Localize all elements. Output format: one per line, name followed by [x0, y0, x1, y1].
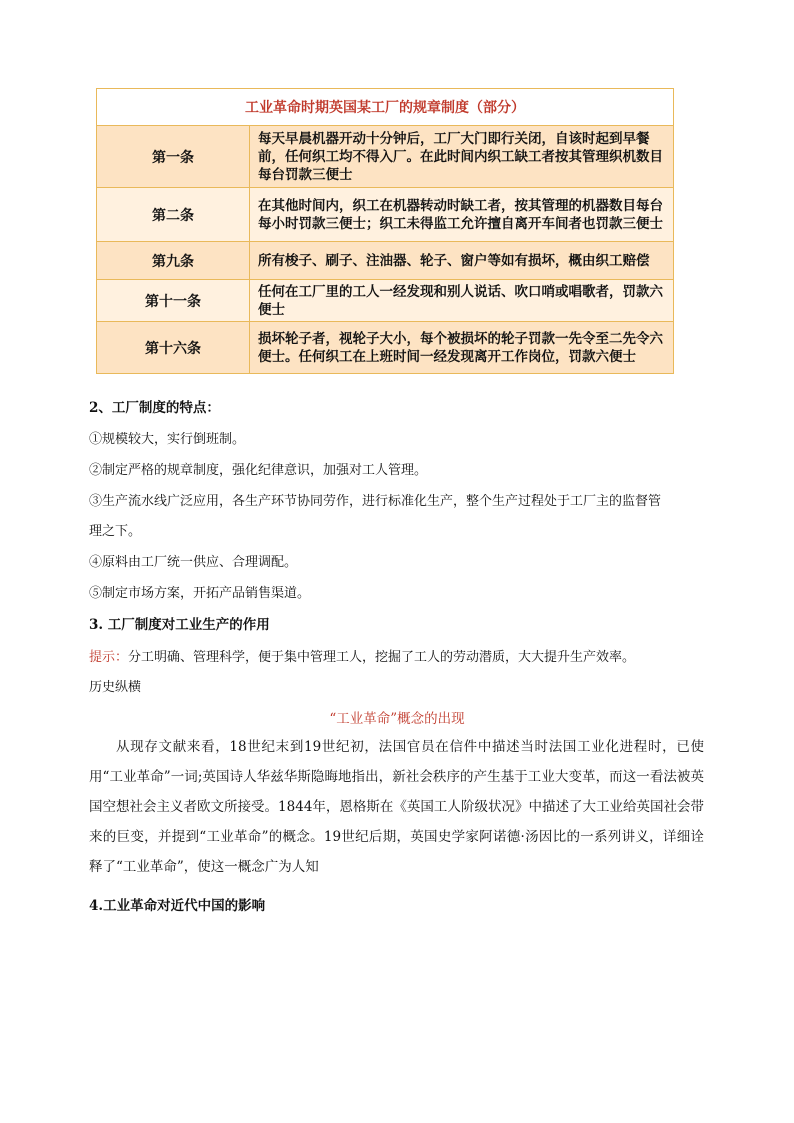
tip-text: 分工明确、管理科学，便于集中管理工人，挖掘了工人的劳动潜质，大大提升生产效率。: [128, 650, 636, 665]
article-text: 在其他时间内，织工在机器转动时缺工者，按其管理的机器数目每台每小时罚款三便士；织工未得监工允许擅自离开车间者也罚款三便士: [250, 188, 674, 242]
article-number: 第十一条: [97, 280, 250, 322]
article-number: 第九条: [97, 242, 250, 280]
feature-item: ①规模较大，实行倒班制。: [89, 432, 246, 447]
feature-item: 理之下。: [89, 524, 142, 539]
article-number: 第二条: [97, 188, 250, 242]
article-text: 所有梭子、刷子、注油器、轮子、窗户等如有损坏，概由织工赔偿: [250, 242, 674, 280]
feature-item: ④原料由工厂统一供应、合理调配。: [89, 555, 298, 570]
article-text: 任何在工厂里的工人一经发现和别人说话、吹口哨或唱歌者，罚款六便士: [250, 280, 674, 322]
table-row: [97, 188, 674, 242]
tip-line: [89, 646, 635, 665]
table-row: [97, 242, 674, 280]
tip-label: 提示：: [89, 650, 129, 665]
table-row: [97, 126, 674, 188]
table-row: [97, 322, 674, 374]
history-title: “工业革命”概念的出现: [329, 711, 465, 727]
feature-item: ⑤制定市场方案，开拓产品销售渠道。: [89, 586, 311, 601]
factory-rules-table: [96, 88, 674, 374]
article-number: 第十六条: [97, 322, 250, 374]
article-number: 第一条: [97, 126, 250, 188]
article-text: 每天早晨机器开动十分钟后，工厂大门即行关闭，自该时起到早餐前，任何织工均不得入厂。在此时间内织工缺工者按其管理织机数目每台罚款三便士: [250, 126, 674, 188]
history-paragraph: 从现存文献来看，18世纪末到19世纪初，法国官员在信件中描述当时法国工业化进程时，已使用“工业革命”一词;英国诗人华兹华斯隐晦地指出，新社会秩序的产生基于工业大变革，而这一看法被英国空想社会主义者欧文所接受。1844年，恩格斯在《英国工人阶级状况》中描述了大工业给英国社会带来的巨变，并提到“工业革命”的概念。19世纪后期，英国史学家阿诺德·汤因比的一系列讲义，详细诠释了“工业革命”，使这一概念广为人知: [89, 739, 704, 875]
section-heading-china: 4.工业革命对近代中国的影响: [89, 898, 266, 914]
section-heading-role: 3. 工厂制度对工业生产的作用: [89, 617, 270, 633]
history-label: 历史纵横: [89, 680, 142, 695]
table-row: [97, 280, 674, 322]
section-heading-features: 2、工厂制度的特点：: [89, 400, 220, 416]
feature-item: ②制定严格的规章制度，强化纪律意识，加强对工人管理。: [89, 463, 428, 478]
table-title: 工业革命时期英国某工厂的规章制度（部分）: [97, 89, 674, 126]
article-text: 损坏轮子者，视轮子大小，每个被损坏的轮子罚款一先令至二先令六便士。任何织工在上班时间一经发现离开工作岗位，罚款六便士: [250, 322, 674, 374]
feature-item: ③生产流水线广泛应用，各生产环节协同劳作，进行标准化生产，整个生产过程处于工厂主的监督管: [89, 494, 662, 509]
